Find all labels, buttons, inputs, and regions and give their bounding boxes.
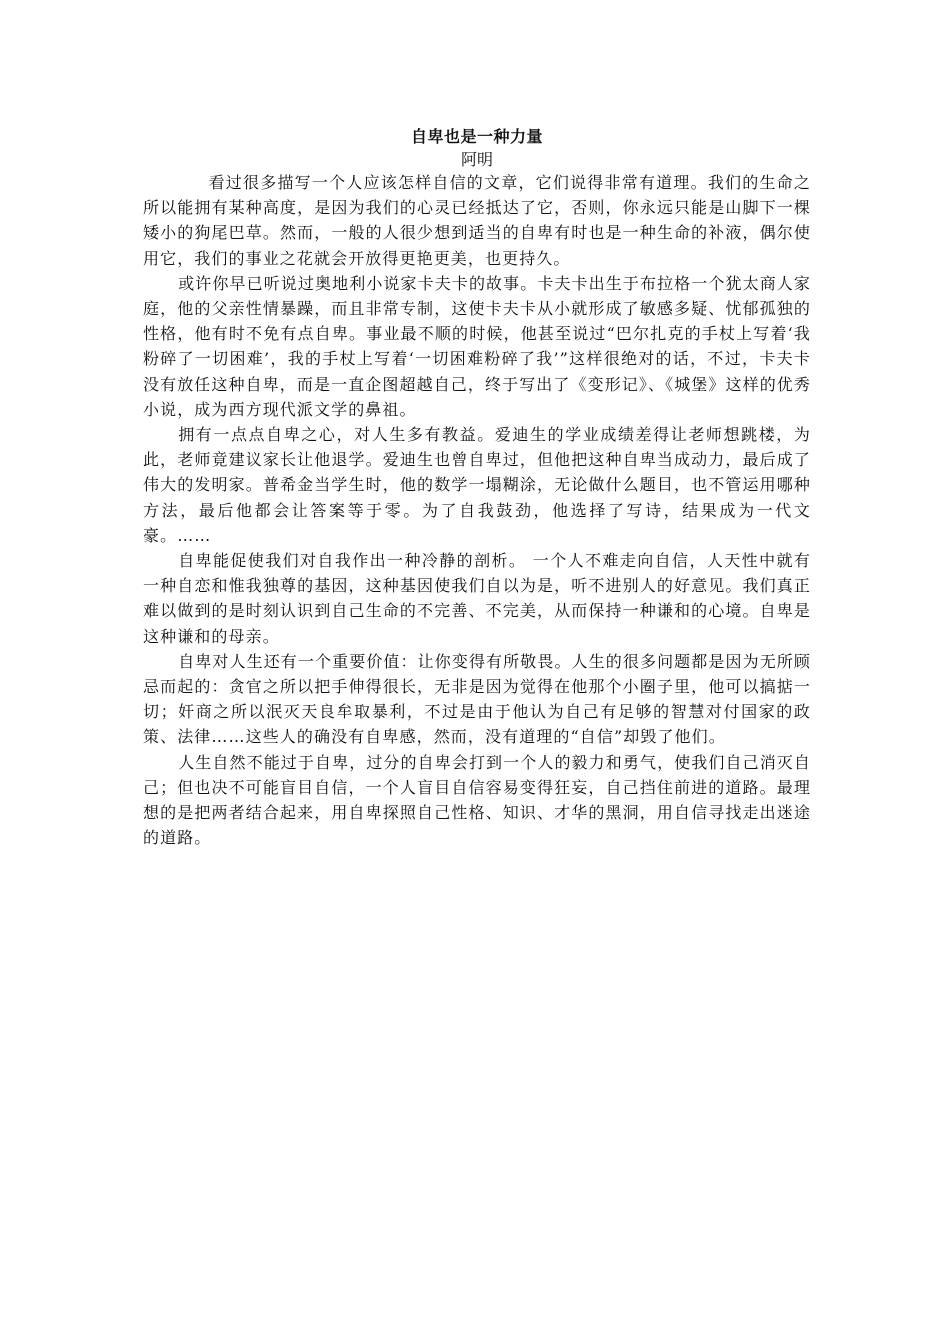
article-author: 阿明 [460, 150, 493, 169]
paragraph-1: 看过很多描写一个人应该怎样自信的文章，它们说得非常有道理。我们的生命之所以能拥有某种高度，是因为我们的心灵已经抵达了它，否则，你永远只能是山脚下一棵矮小的狗尾巴草。然而，一般的人很少想到适当的自卑有时也是一种生命的补液，偶尔使用它，我们的事业之花就会开放得更艳更美，也更持久。 [143, 173, 811, 268]
paragraph-6: 人生自然不能过于自卑，过分的自卑会打到一个人的毅力和勇气，使我们自己消灭自己；但也决不可能盲目自信，一个人盲目自信容易变得狂妄，自己挡住前进的道路。最理想的是把两者结合起来，用自卑探照自己性格、知识、才华的黑洞，用自信寻找走出迷途的道路。 [143, 752, 811, 848]
article-title: 自卑也是一种力量 [410, 127, 543, 146]
document-page [143, 126, 811, 850]
paragraph-3: 拥有一点点自卑之心，对人生多有教益。爱迪生的学业成绩差得让老师想跳楼，为此，老师竟建议家长让他退学。爱迪生也曾自卑过，但他把这种自卑当成动力，最后成了伟大的发明家。普希金当学生时，他的数学一塌糊涂，无论做什么题目，也不管运用哪种方法，最后他都会让答案等于零。为了自我鼓劲，他选择了写诗，结果成为一代文豪。…… [143, 425, 811, 545]
paragraph-5: 自卑对人生还有一个重要价值：让你变得有所敬畏。人生的很多问题都是因为无所顾忌而起的：贪官之所以把手伸得很长，无非是因为觉得在他那个小圈子里，他可以搞掂一切；奸商之所以泯灭天良牟取暴利，不过是由于他认为自己有足够的智慧对付国家的政策、法律……这些人的确没有自卑感，然而，没有道理的“自信”却毁了他们。 [143, 651, 811, 747]
paragraph-4: 自卑能促使我们对自我作出一种冷静的剖析。 一个人不难走向自信，人天性中就有一种自恋和惟我独尊的基因，这种基因使我们自以为是，听不进别人的好意见。我们真正难以做到的是时刻认识到自己生命的不完善、不完美，从而保持一种谦和的心境。自卑是这种谦和的母亲。 [143, 551, 811, 646]
paragraph-2: 或许你早已听说过奥地利小说家卡夫卡的故事。卡夫卡出生于布拉格一个犹太商人家庭，他的父亲性情暴躁，而且非常专制，这使卡夫卡从小就形成了敏感多疑、忧郁孤独的性格，他有时不免有点自卑。事业最不顺的时候，他甚至说过“巴尔扎克的手杖上写着‘我粉碎了一切困难’，我的手杖上写着‘一切困难粉碎了我’”这样很绝对的话，不过，卡夫卡没有放任这种自卑，而是一直企图超越自己，终于写出了《变形记》、《城堡》这样的优秀小说，成为西方现代派文学的鼻祖。 [143, 273, 812, 419]
